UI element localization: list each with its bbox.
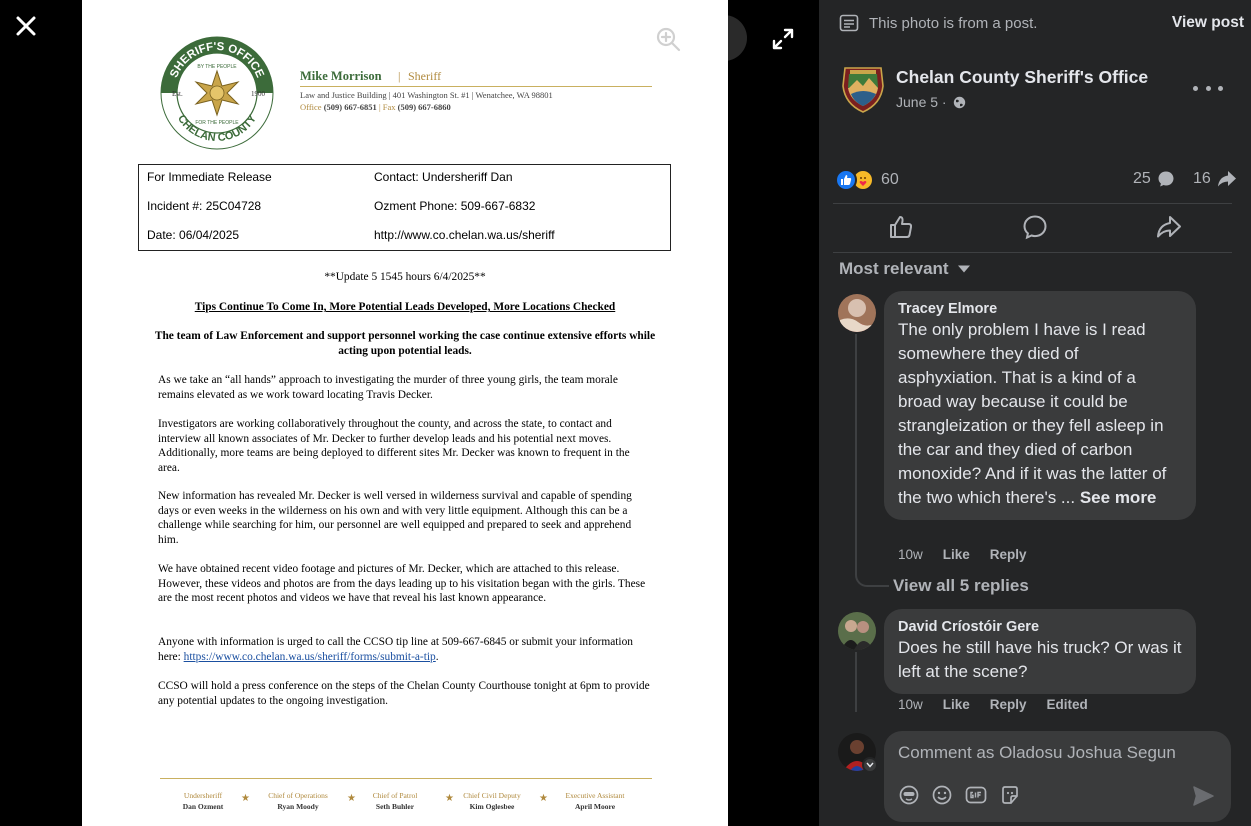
comment-edited-label[interactable]: Edited [1046, 697, 1088, 712]
footer-staff-title: Undersheriff [183, 791, 223, 800]
sort-label: Most relevant [839, 259, 949, 278]
share-count-link[interactable] [1193, 170, 1237, 188]
footer-staff-name: April Moore [574, 802, 616, 811]
office-label: Office [300, 102, 322, 112]
gif-icon [965, 785, 987, 805]
close-button[interactable] [10, 10, 42, 42]
emoji-icon [932, 785, 952, 805]
post-date [896, 94, 966, 110]
comment-author[interactable]: David Críostóir Gere [898, 619, 1040, 635]
close-icon [10, 10, 42, 42]
comment-icon [1022, 214, 1048, 240]
comment-like-button[interactable]: Like [942, 547, 970, 562]
footer-staff-2 [255, 790, 341, 812]
comment-actions [898, 697, 1108, 712]
comment-text [898, 318, 1182, 510]
avatar[interactable] [838, 294, 876, 332]
post-date-text[interactable]: June 5 · [896, 94, 947, 110]
sheriff-title: Sheriff [408, 69, 442, 83]
tip-text: Anyone with information is urged to call the CCSO tip line at 509-667-6845 or submit your information here: [158, 636, 633, 663]
incident-number: Incident #: 25C04728 [147, 199, 262, 213]
emoji-button[interactable] [931, 784, 953, 806]
comment-count: 25 [1133, 170, 1151, 187]
footer-staff-name: Seth Buhler [375, 802, 415, 811]
comment-reply-button[interactable]: Reply [989, 547, 1027, 562]
share-count: 16 [1193, 170, 1211, 187]
update-line: **Update 5 1545 hours 6/4/2025** [324, 271, 486, 283]
footer-staff-title: Chief Civil Deputy [463, 791, 521, 800]
press-paragraph: CCSO will hold a press conference on the steps of the Chelan County Courthouse tonight at 6pm to provide any potential updates to the ongoing investigation. [158, 680, 650, 707]
footer-staff-3 [352, 790, 438, 812]
tip-end: . [435, 650, 439, 663]
comment-count-icon [1157, 170, 1175, 188]
comment-count-link[interactable] [1133, 170, 1175, 188]
page-avatar-badge-icon[interactable] [839, 64, 887, 114]
reaction-summary[interactable] [835, 169, 899, 191]
thread-connector [855, 567, 889, 587]
comment-author[interactable]: Tracey Elmore [898, 301, 998, 317]
avatar[interactable] [838, 612, 876, 650]
like-button[interactable] [886, 212, 916, 242]
share-count-icon [1217, 170, 1237, 188]
comment-sort-dropdown[interactable] [839, 259, 971, 279]
press-release-document [82, 0, 728, 826]
seal-top-text: SHERIFF'S OFFICE [168, 40, 266, 80]
post-options-button[interactable] [1193, 78, 1223, 98]
contact-label: Contact: Undersheriff Dan [374, 170, 513, 184]
office-phone: (509) 667-6851 [323, 102, 377, 112]
chevron-down-icon [957, 264, 971, 274]
more-dot-icon [1193, 86, 1198, 91]
contact-phone: Ozment Phone: 509-667-6832 [374, 199, 536, 213]
sheriff-url: http://www.co.chelan.wa.us/sheriff [374, 228, 555, 242]
comment-bubble [884, 291, 1196, 520]
post-side-panel [819, 0, 1251, 826]
thread-line [855, 652, 857, 712]
seal-bottom-text: CHELAN COUNTY [175, 112, 259, 145]
like-reaction-icon [835, 169, 857, 191]
seal-motto-bottom: FOR THE PEOPLE [195, 120, 239, 126]
release-headline: Tips Continue To Come In, More Potential Leads Developed, More Locations Checked [194, 301, 616, 313]
avatar-sticker-icon [899, 785, 919, 805]
sheriff-seal-logo [160, 36, 274, 150]
view-post-link[interactable]: View post [1171, 14, 1244, 31]
fax-label: Fax [382, 102, 396, 112]
send-icon[interactable] [1191, 784, 1215, 808]
footer-staff-4 [449, 790, 535, 812]
thread-line [855, 334, 857, 572]
footer-staff-name: Kim Oglesbee [469, 802, 515, 811]
comment-text: Does he still have his truck? Or was it left at the scene? [898, 638, 1182, 681]
avatar-sticker-button[interactable] [898, 784, 920, 806]
page-name[interactable]: Chelan County Sheriff's Office [896, 67, 1149, 87]
seal-est: Est. [172, 90, 183, 98]
footer-star-icon: ★ [445, 793, 454, 804]
post-note-icon [839, 14, 859, 32]
seal-motto-top: BY THE PEOPLE [197, 64, 237, 70]
letterhead-address: Law and Justice Building | 401 Washington St. #1 | Wenatchee, WA 98801 [300, 90, 553, 100]
letterhead-rule [300, 86, 652, 87]
divider [833, 252, 1232, 253]
tip-paragraph [158, 635, 652, 664]
footer-staff-5 [552, 790, 638, 812]
thumbs-up-icon [888, 214, 914, 240]
letterhead-separator: | [398, 69, 401, 83]
seal-year: 1900 [251, 90, 265, 98]
footer-staff-1 [160, 790, 246, 812]
more-dot-icon [1218, 86, 1223, 91]
comment-time[interactable]: 10w [898, 697, 923, 712]
footer-rule [160, 778, 652, 779]
share-icon [1155, 214, 1183, 240]
footer-star-icon: ★ [347, 793, 356, 804]
comment-reply-button[interactable]: Reply [989, 697, 1027, 712]
more-dot-icon [1206, 86, 1211, 91]
footer-staff-name: Dan Ozment [182, 802, 224, 811]
fax-phone: (509) 667-6860 [397, 102, 451, 112]
zoom-in-icon[interactable] [655, 26, 681, 52]
comment-composer [884, 731, 1231, 822]
gif-button[interactable] [965, 784, 987, 806]
paragraph-1: As we take an “all hands” approach to investigating the murder of three young girls, the team morale remains elevated as we work toward locating Travis Decker. [158, 374, 618, 401]
comment-button[interactable] [1020, 212, 1050, 242]
sticker-button[interactable] [999, 784, 1021, 806]
footer-staff-title: Chief of Patrol [372, 791, 418, 800]
fullscreen-icon[interactable] [772, 28, 794, 50]
comment-body: The only problem I have is I read somewhere they died of asphyxiation. That is a kind of a broad way because it could be strangleization or they fell asleep in the car and they died of carbon monoxide? And if it was the latter of the two which there's ... [898, 320, 1167, 507]
release-date: Date: 06/04/2025 [147, 228, 240, 242]
tip-link[interactable]: https://www.co.chelan.wa.us/sheriff/forms/submit-a-tip [183, 650, 436, 663]
profile-switch-button[interactable] [862, 757, 878, 773]
paragraph-3: New information has revealed Mr. Decker is well versed in wilderness survival and capable of spending days or even weeks in the wilderness on his own and with very little equipment. Although this can be a challenge while searching for him, our personnel are well equipped and prepared to seek and apprehend him. [158, 490, 632, 546]
view-replies-link[interactable]: View all 5 replies [893, 576, 1029, 595]
share-button[interactable] [1154, 212, 1184, 242]
comment-actions [898, 547, 1047, 562]
post-note-text: This photo is from a post. [869, 14, 1038, 32]
letterhead-phones: Office (509) 667-6851 | Fax (509) 667-6860 [300, 102, 451, 112]
release-subhead: The team of Law Enforcement and support personnel working the case continue extensive efforts while acting upon potential leads. [154, 330, 656, 357]
release-info-box [138, 164, 671, 251]
release-label: For Immediate Release [147, 170, 272, 184]
reaction-count: 60 [881, 171, 899, 188]
globe-icon [953, 96, 966, 109]
paragraph-2: Investigators are working collaboratively throughout the county, and across the state, to contact and interview all known associates of Mr. Decker to further develop leads and his potential next moves. Additionally, more teams are being deployed to different sites Mr. Decker was known to frequent in the area. [158, 418, 630, 474]
comment-like-button[interactable]: Like [942, 697, 970, 712]
sheriff-name: Mike Morrison [300, 69, 382, 83]
footer-staff-name: Ryan Moody [277, 802, 319, 811]
footer-star-icon: ★ [241, 793, 250, 804]
comment-time[interactable]: 10w [898, 547, 923, 562]
footer-staff-title: Chief of Operations [268, 791, 328, 800]
footer-star-icon: ★ [539, 793, 548, 804]
divider [833, 203, 1232, 204]
paragraph-4: We have obtained recent video footage and pictures of Mr. Decker, which are attached to this release. However, these videos and photos are from the days leading up to his visitation began with the girls. These are the most recent photos and videos we have that reveal his last known appearance. [158, 563, 646, 605]
footer-staff-title: Executive Assistant [565, 791, 625, 800]
comment-bubble [884, 609, 1196, 694]
comment-input[interactable] [898, 739, 1208, 767]
post-note [839, 13, 1037, 33]
see-more-link[interactable]: See more [1079, 488, 1157, 507]
chevron-down-icon [866, 762, 874, 768]
sticker-icon [1000, 785, 1020, 805]
